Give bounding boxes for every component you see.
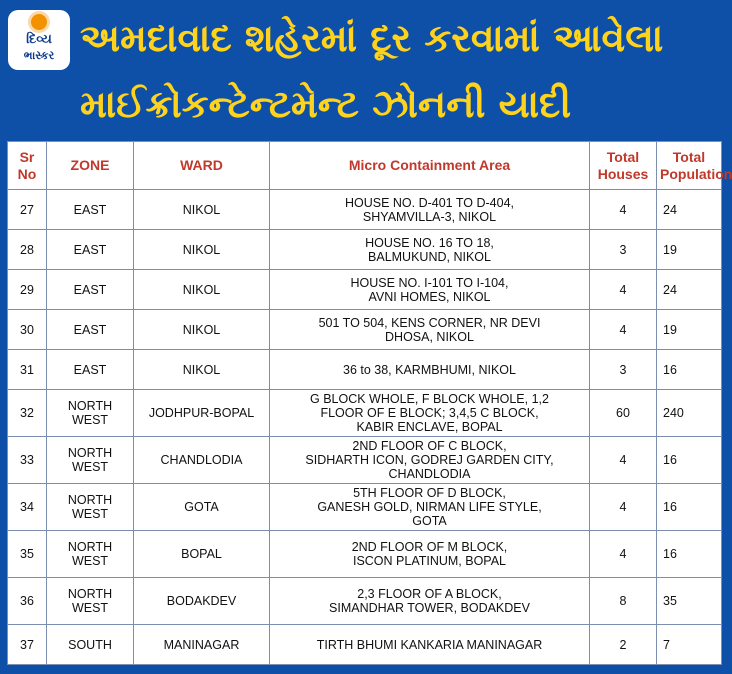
cell-total-population: 35 <box>657 578 722 625</box>
cell-ward: NIKOL <box>134 310 270 350</box>
cell-zone: EAST <box>47 350 134 390</box>
cell-zone: SOUTH <box>47 625 134 665</box>
cell-zone: NORTH WEST <box>47 578 134 625</box>
cell-sr: 31 <box>8 350 47 390</box>
cell-area: 501 TO 504, KENS CORNER, NR DEVI DHOSA, NIKOL <box>270 310 590 350</box>
header-total-population: Total Population <box>657 142 722 190</box>
header-area: Micro Containment Area <box>270 142 590 190</box>
table-row-37 <box>8 625 722 665</box>
cell-total-population: 16 <box>657 531 722 578</box>
cell-area: HOUSE NO. D-401 TO D-404, SHYAMVILLA-3, NIKOL <box>270 190 590 230</box>
cell-total-population: 240 <box>657 390 722 437</box>
cell-ward: GOTA <box>134 484 270 531</box>
cell-ward: CHANDLODIA <box>134 437 270 484</box>
logo-text-line2: ભાસ્કર <box>23 49 55 62</box>
cell-ward: BOPAL <box>134 531 270 578</box>
cell-total-houses: 4 <box>590 531 657 578</box>
cell-total-population: 16 <box>657 484 722 531</box>
table-row-34 <box>8 484 722 531</box>
cell-sr: 33 <box>8 437 47 484</box>
table-row-29 <box>8 270 722 310</box>
cell-sr: 28 <box>8 230 47 270</box>
cell-ward: BODAKDEV <box>134 578 270 625</box>
cell-total-population: 7 <box>657 625 722 665</box>
table-row-33 <box>8 437 722 484</box>
cell-area: 2,3 FLOOR OF A BLOCK, SIMANDHAR TOWER, BODAKDEV <box>270 578 590 625</box>
table-row-36 <box>8 578 722 625</box>
page-title-line1: અમદાવાદ શહેરમાં દૂર કરવામાં આવેલા <box>80 16 664 60</box>
cell-total-houses: 4 <box>590 484 657 531</box>
cell-zone: NORTH WEST <box>47 531 134 578</box>
cell-total-population: 19 <box>657 230 722 270</box>
page-title-line2: માઈક્રોકન્ટેન્ટમેન્ટ ઝોનની યાદી <box>80 82 572 126</box>
cell-area: TIRTH BHUMI KANKARIA MANINAGAR <box>270 625 590 665</box>
cell-sr: 30 <box>8 310 47 350</box>
cell-ward: NIKOL <box>134 270 270 310</box>
header-sr-no: Sr No <box>8 142 47 190</box>
cell-area: 2ND FLOOR OF M BLOCK, ISCON PLATINUM, BOPAL <box>270 531 590 578</box>
cell-total-houses: 60 <box>590 390 657 437</box>
table-row-28 <box>8 230 722 270</box>
cell-zone: NORTH WEST <box>47 390 134 437</box>
containment-table <box>7 141 732 665</box>
header-zone: ZONE <box>47 142 134 190</box>
cell-total-population: 24 <box>657 190 722 230</box>
cell-ward: MANINAGAR <box>134 625 270 665</box>
cell-ward: JODHPUR-BOPAL <box>134 390 270 437</box>
cell-area: 5TH FLOOR OF D BLOCK, GANESH GOLD, NIRMAN LIFE STYLE, GOTA <box>270 484 590 531</box>
sun-icon <box>31 14 47 30</box>
table-row-31 <box>8 350 722 390</box>
cell-area: HOUSE NO. 16 TO 18, BALMUKUND, NIKOL <box>270 230 590 270</box>
cell-zone: NORTH WEST <box>47 437 134 484</box>
cell-zone: NORTH WEST <box>47 484 134 531</box>
cell-total-houses: 4 <box>590 190 657 230</box>
cell-sr: 27 <box>8 190 47 230</box>
cell-total-population: 16 <box>657 350 722 390</box>
cell-total-houses: 3 <box>590 230 657 270</box>
header-banner <box>0 0 730 140</box>
cell-zone: EAST <box>47 270 134 310</box>
cell-zone: EAST <box>47 310 134 350</box>
header-ward: WARD <box>134 142 270 190</box>
table-row-30 <box>8 310 722 350</box>
cell-sr: 37 <box>8 625 47 665</box>
table-header-row <box>8 142 722 190</box>
table-row-27 <box>8 190 722 230</box>
cell-total-houses: 3 <box>590 350 657 390</box>
cell-sr: 34 <box>8 484 47 531</box>
table-row-35 <box>8 531 722 578</box>
cell-area: 36 to 38, KARMBHUMI, NIKOL <box>270 350 590 390</box>
cell-sr: 36 <box>8 578 47 625</box>
divya-bhaskar-logo <box>8 10 70 70</box>
cell-total-population: 16 <box>657 437 722 484</box>
cell-sr: 32 <box>8 390 47 437</box>
containment-table-container <box>7 141 732 665</box>
cell-zone: EAST <box>47 230 134 270</box>
cell-total-population: 24 <box>657 270 722 310</box>
cell-ward: NIKOL <box>134 230 270 270</box>
cell-sr: 35 <box>8 531 47 578</box>
cell-sr: 29 <box>8 270 47 310</box>
logo-text-line1: દિવ્ય <box>26 32 52 47</box>
cell-total-houses: 4 <box>590 270 657 310</box>
cell-total-houses: 4 <box>590 310 657 350</box>
cell-ward: NIKOL <box>134 190 270 230</box>
header-total-houses: Total Houses <box>590 142 657 190</box>
cell-total-houses: 8 <box>590 578 657 625</box>
cell-total-houses: 4 <box>590 437 657 484</box>
cell-ward: NIKOL <box>134 350 270 390</box>
cell-area: HOUSE NO. I-101 TO I-104, AVNI HOMES, NIKOL <box>270 270 590 310</box>
cell-area: G BLOCK WHOLE, F BLOCK WHOLE, 1,2 FLOOR OF E BLOCK; 3,4,5 C BLOCK, KABIR ENCLAVE, BOPAL <box>270 390 590 437</box>
cell-zone: EAST <box>47 190 134 230</box>
table-row-32 <box>8 390 722 437</box>
cell-total-houses: 2 <box>590 625 657 665</box>
cell-total-population: 19 <box>657 310 722 350</box>
cell-area: 2ND FLOOR OF C BLOCK, SIDHARTH ICON, GODREJ GARDEN CITY, CHANDLODIA <box>270 437 590 484</box>
